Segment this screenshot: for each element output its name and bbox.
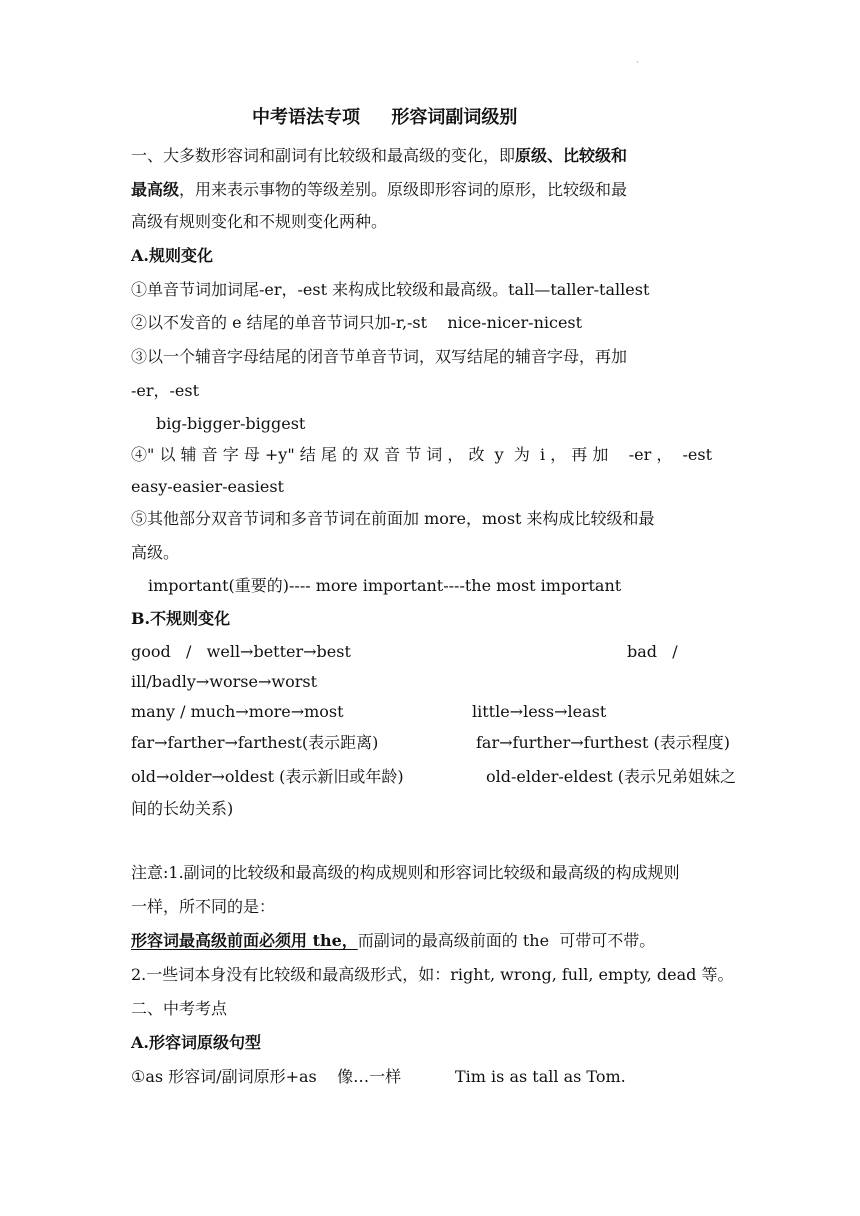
pattern-1-example: Tim is as tall as Tom.	[455, 1067, 626, 1086]
rule-5-cont: 高级。	[131, 543, 180, 562]
irregular-far-distance: far→farther→farthest(表示距离)	[131, 733, 379, 752]
irregular-many: many / much→more→most	[131, 702, 344, 721]
rule-2: ②以不发音的 e 结尾的单音节词只加-r,-st nice-nicer-nicest	[131, 313, 583, 332]
underlined-rule: 形容词最高级前面必须用 the，	[131, 931, 358, 950]
rule-3: ③以一个辅音字母结尾的闭音节单音节词，双写结尾的辅音字母，再加	[131, 347, 628, 366]
irregular-bad-cont: ill/badly→worse→worst	[131, 672, 318, 691]
irregular-bad: bad /	[627, 642, 678, 661]
section-b-heading: B.不规则变化	[131, 609, 231, 628]
irregular-good: good / well→better→best	[131, 642, 351, 661]
irregular-old-age: old→older→oldest (表示新旧或年龄)	[131, 767, 404, 786]
rule-5: ⑤其他部分双音节词和多音节词在前面加 more，most 来构成比较级和最	[131, 509, 655, 528]
rule-3-example: big-bigger-biggest	[156, 414, 306, 433]
page-title: 中考语法专项 形容词副词级别	[252, 107, 518, 128]
irregular-little: little→less→least	[472, 702, 607, 721]
irregular-old-sibling: old-elder-eldest (表示兄弟姐妹之	[486, 767, 737, 786]
rule-4: ④" 以 辅 音 字 母 +y" 结 尾 的 双 音 节 词 ， 改 y 为 i ， 再 加 -er ， -est	[131, 445, 713, 464]
note-1: 注意:1.副词的比较级和最高级的构成规则和形容词比较级和最高级的构成规则	[131, 863, 680, 882]
note-2: 2.一些词本身没有比较级和最高级形式，如：right, wrong, full, empty, dead 等。	[131, 965, 734, 984]
intro-line-2	[131, 180, 627, 200]
part-2-subheading: A.形容词原级句型	[131, 1033, 261, 1052]
intro-text: ，用来表示事物的等级差别。原级即形容词的原形，比较级和最	[179, 180, 628, 199]
intro-text: 一、大多数形容词和副词有比较级和最高级的变化，即	[131, 146, 516, 165]
header-mark: ·	[636, 58, 639, 67]
note-1-rule	[131, 931, 655, 951]
rule-1: ①单音节词加词尾-er，-est 来构成比较级和最高级。tall—taller-tallest	[131, 280, 650, 299]
note-text: 而副词的最高级前面的 the 可带可不带。	[357, 931, 656, 950]
note-1-cont	[131, 897, 275, 917]
intro-line-1	[131, 146, 627, 166]
note-text: 一样，所不同的是：	[131, 897, 276, 916]
part-2-heading: 二、中考考点	[131, 999, 228, 1018]
irregular-old-sibling-cont: 间的长幼关系)	[131, 799, 234, 818]
section-a-heading: A.规则变化	[131, 246, 213, 265]
rule-5-example: important(重要的)---- more important----the most important	[148, 576, 622, 595]
intro-line-3: 高级有规则变化和不规则变化两种。	[131, 212, 388, 231]
intro-bold: 最高级	[131, 180, 180, 199]
pattern-1: ①as 形容词/副词原形+as 像…一样	[131, 1067, 402, 1086]
intro-bold: 原级、比较级和	[515, 146, 628, 165]
rule-3-cont: -er，-est	[131, 381, 200, 400]
rule-4-example: easy-easier-easiest	[131, 477, 284, 496]
irregular-far-degree: far→further→furthest (表示程度)	[476, 733, 730, 752]
